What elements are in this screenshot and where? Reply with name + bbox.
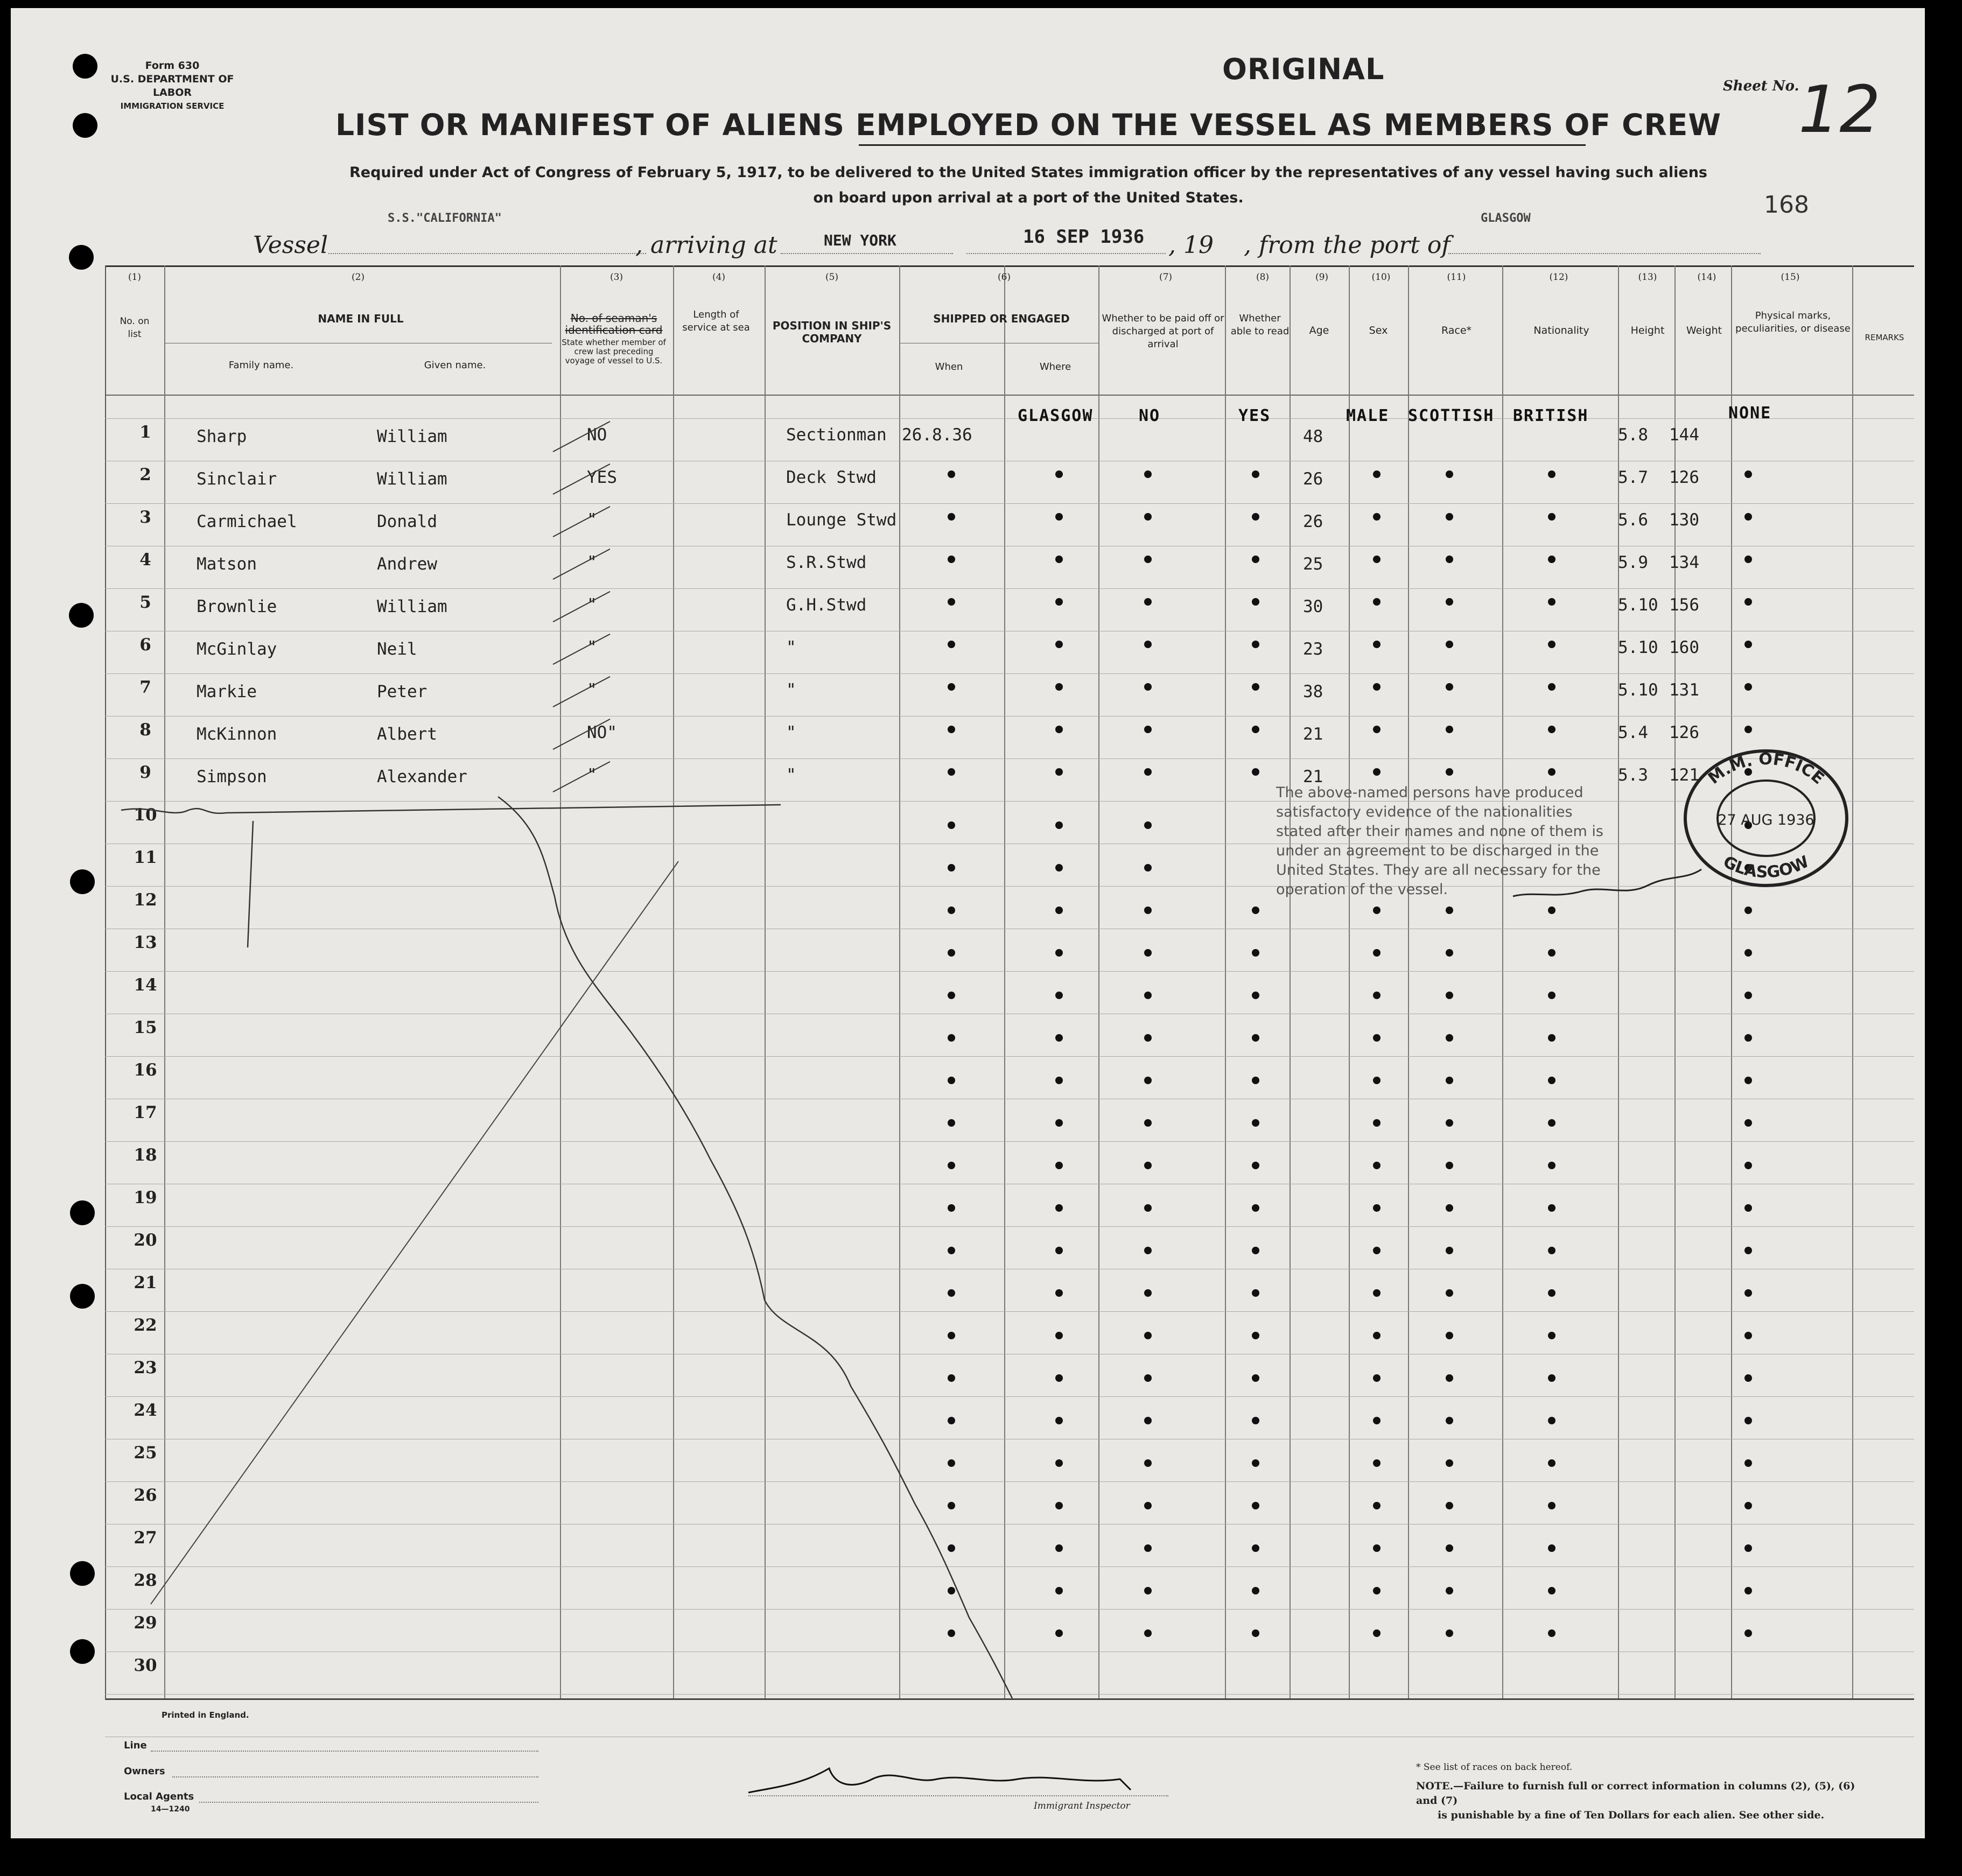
seamans-card: NO"	[587, 723, 617, 742]
row-number: 15	[134, 1018, 157, 1037]
age: 30	[1303, 597, 1323, 616]
given-name-header: Given name.	[424, 360, 486, 371]
age: 21	[1303, 725, 1323, 744]
fine-note-line-2: is punishable by a fine of Ten Dollars for each alien. See other side.	[1438, 1809, 1825, 1821]
row-number: 4	[139, 550, 151, 570]
given-name: William	[377, 427, 447, 446]
position: Sectionman	[786, 425, 887, 445]
family-name: Brownlie	[197, 597, 277, 616]
row-number: 22	[134, 1316, 157, 1335]
position: "	[786, 638, 796, 657]
weight: 156	[1669, 595, 1699, 615]
stamp-office: M.M. OFFICE	[1705, 749, 1828, 789]
row-number: 23	[134, 1358, 157, 1378]
column-number: (8)	[1256, 272, 1270, 283]
sheet-annotation: 168	[1764, 191, 1809, 219]
original-mark: ORIGINAL	[1222, 52, 1385, 86]
required-line-1: Required under Act of Congress of February 5, 1917, to be delivered to the United States immigration officer by the representatives of any vessel having such aliens	[349, 164, 1707, 181]
row-number: 18	[134, 1146, 157, 1165]
row-number: 6	[139, 635, 151, 655]
position: "	[786, 765, 796, 785]
form-code: 14—1240	[151, 1805, 190, 1814]
manifest-title: LIST OR MANIFEST OF ALIENS EMPLOYED ON THE VESSEL AS MEMBERS OF CREW	[335, 108, 1722, 142]
column-number: (12)	[1549, 272, 1568, 283]
inspector-initial-stroke	[1513, 869, 1701, 896]
stamp-paid-off: NO	[1139, 406, 1161, 425]
family-name: Markie	[197, 682, 257, 701]
manifest-sheet	[11, 8, 1925, 1838]
shipped-engaged-header: SHIPPED OR ENGAGED	[933, 312, 1070, 325]
stamp-able-to-read: YES	[1238, 406, 1271, 425]
local-agents-label: Local Agents	[124, 1791, 194, 1802]
sheet-number: 12	[1798, 73, 1881, 147]
when-header: When	[935, 361, 963, 373]
age: 26	[1303, 512, 1323, 531]
position: G.H.Stwd	[786, 595, 867, 615]
family-name: McGinlay	[197, 640, 277, 659]
signature-stroke	[748, 1768, 1131, 1793]
seamans-card: "	[587, 510, 597, 530]
inspector-note: The above-named persons have produced satisfactory evidence of the nationalities stated after their names and none of them is under an agreement to be discharged in the United States. They are all necessary for the operation of the vessel.	[1276, 784, 1603, 898]
family-name-header: Family name.	[228, 360, 294, 371]
stamp-nationality: BRITISH	[1513, 406, 1589, 425]
height: 5.8	[1618, 425, 1648, 445]
position-header: POSITION IN SHIP'S COMPANY	[772, 319, 892, 345]
age: 26	[1303, 469, 1323, 489]
able-to-read-header: Whether able to read	[1230, 313, 1290, 337]
column-number: (7)	[1159, 272, 1173, 283]
given-name: Andrew	[377, 554, 437, 574]
printed-in-england: Printed in England.	[162, 1710, 249, 1720]
seamans-card: "	[587, 680, 597, 700]
inspector-signature-line	[748, 1795, 1168, 1796]
row-number: 14	[134, 975, 157, 995]
column-number: (6)	[997, 272, 1011, 283]
column-number: (10)	[1371, 272, 1391, 283]
height: 5.10	[1618, 595, 1658, 615]
line-dotline	[151, 1751, 538, 1752]
height: 5.10	[1618, 638, 1658, 657]
family-column-stroke	[248, 821, 253, 947]
given-name: Donald	[377, 512, 437, 531]
family-name: McKinnon	[197, 725, 277, 744]
family-name: Carmichael	[197, 512, 297, 531]
row-number: 10	[134, 805, 157, 825]
family-name: Matson	[197, 554, 257, 574]
family-name: Sharp	[197, 427, 247, 446]
row-number: 16	[134, 1060, 157, 1080]
given-name: William	[377, 469, 447, 489]
given-name: Albert	[377, 725, 437, 744]
row-number: 17	[134, 1103, 157, 1122]
age: 38	[1303, 682, 1323, 701]
line-label: Line	[124, 1740, 147, 1751]
arriving-label: , arriving at	[635, 231, 777, 259]
fine-note-line-1: NOTE.—Failure to furnish full or correct information in columns (2), (5), (6) and (7)	[1416, 1780, 1855, 1807]
no-on-list-header: No. on list	[120, 316, 150, 340]
stamp-date: 27 AUG 1936	[1718, 812, 1814, 828]
row-number: 12	[134, 890, 157, 910]
year-label: , 19	[1168, 231, 1214, 259]
column-number: (13)	[1638, 272, 1657, 283]
given-name: William	[377, 597, 447, 616]
given-name: Alexander	[377, 767, 467, 786]
row-number: 9	[139, 763, 151, 782]
height: 5.4	[1618, 723, 1648, 742]
weight: 126	[1669, 723, 1699, 742]
weight: 126	[1669, 468, 1699, 487]
weight-header: Weight	[1686, 325, 1722, 336]
seamans-card: "	[587, 595, 597, 615]
row-number: 3	[139, 508, 151, 527]
weight: 121	[1669, 765, 1699, 785]
position: Lounge Stwd	[786, 510, 897, 530]
age: 23	[1303, 640, 1323, 659]
paid-off-header: Whether to be paid off or discharged at port of arrival	[1102, 313, 1224, 350]
vessel-name: S.S."CALIFORNIA"	[388, 212, 502, 225]
column-number: (9)	[1315, 272, 1329, 283]
column-number: (2)	[351, 272, 365, 283]
column-number: (1)	[128, 272, 142, 283]
row-number: 25	[134, 1443, 157, 1463]
seamans-card: NO	[587, 425, 607, 445]
length-of-service-header: Length of service at sea	[682, 309, 750, 333]
row-number: 1	[139, 423, 151, 442]
pen-strokes	[11, 8, 1925, 1838]
row-number: 21	[134, 1273, 157, 1292]
row-number: 2	[139, 465, 151, 484]
height: 5.10	[1618, 680, 1658, 700]
column-number: (5)	[825, 272, 839, 283]
weight: 131	[1669, 680, 1699, 700]
sheet-label: Sheet No.	[1723, 78, 1799, 94]
row-number: 5	[139, 593, 151, 612]
given-name: Neil	[377, 640, 417, 659]
height-header: Height	[1630, 325, 1665, 336]
race-header: Race*	[1441, 325, 1472, 336]
from-port-label: , from the port of	[1244, 231, 1451, 259]
weight: 144	[1669, 425, 1699, 445]
column-number: (4)	[712, 272, 726, 283]
row-number: 24	[134, 1401, 157, 1420]
nationality-header: Nationality	[1533, 325, 1589, 336]
seamans-card-note: State whether member of crew last preceding voyage of vessel to U.S.	[562, 338, 666, 366]
stamp-race: SCOTTISH	[1408, 406, 1495, 425]
where-header: Where	[1039, 361, 1071, 373]
position: S.R.Stwd	[786, 553, 867, 572]
height: 5.9	[1618, 553, 1648, 572]
fine-note	[1416, 1779, 1858, 1823]
column-number: (14)	[1697, 272, 1716, 283]
column-number: (3)	[609, 272, 623, 283]
department: U.S. DEPARTMENT OF LABOR	[110, 73, 234, 99]
form-number: Form 630	[145, 60, 200, 72]
row-number: 13	[134, 933, 157, 952]
seamans-card-label: No. of seaman's identification card	[565, 312, 663, 336]
position: "	[786, 680, 796, 700]
age-header: Age	[1309, 325, 1329, 336]
sex-header: Sex	[1369, 325, 1388, 336]
row-number: 8	[139, 720, 151, 740]
weight: 130	[1669, 510, 1699, 530]
age: 21	[1303, 767, 1323, 786]
seamans-card: "	[587, 638, 597, 657]
row-number: 28	[134, 1571, 157, 1590]
remarks-header: REMARKS	[1865, 333, 1904, 342]
stamp-sex: MALE	[1346, 406, 1390, 425]
race-note: * See list of races on back hereof.	[1416, 1762, 1573, 1773]
stamp-physical-marks: NONE	[1728, 404, 1772, 423]
from-port: GLASGOW	[1481, 212, 1531, 225]
row-number: 29	[134, 1613, 157, 1633]
family-name: Simpson	[197, 767, 267, 786]
row-number: 11	[134, 848, 157, 867]
owners-label: Owners	[124, 1766, 165, 1777]
column-number: (11)	[1447, 272, 1466, 283]
weight: 134	[1669, 553, 1699, 572]
position: "	[786, 723, 796, 742]
seamans-card: "	[587, 553, 597, 572]
physical-marks-header: Physical marks, peculiarities, or disease	[1735, 310, 1851, 334]
row-10-underline-stroke	[121, 805, 781, 813]
arriving-port: NEW YORK	[824, 231, 896, 249]
position: Deck Stwd	[786, 468, 877, 487]
family-name: Sinclair	[197, 469, 277, 489]
vessel-label: Vessel	[253, 231, 328, 259]
row-number: 7	[139, 678, 151, 697]
age: 25	[1303, 554, 1323, 574]
height: 5.7	[1618, 468, 1648, 487]
required-line-2: on board upon arrival at a port of the United States.	[813, 189, 1244, 206]
arrival-date: 16 SEP 1936	[1023, 226, 1145, 248]
owners-dotline	[172, 1776, 538, 1777]
cancel-diagonal-stroke	[151, 861, 678, 1604]
seamans-card: YES	[587, 468, 617, 487]
given-name: Peter	[377, 682, 428, 701]
immigrant-inspector-label: Immigrant Inspector	[1034, 1801, 1130, 1811]
height: 5.3	[1618, 765, 1648, 785]
row-number: 20	[134, 1231, 157, 1250]
seamans-card: "	[587, 765, 597, 785]
stamp-where: GLASGOW	[1018, 406, 1094, 425]
row-number: 27	[134, 1528, 157, 1548]
weight: 160	[1669, 638, 1699, 657]
row-number: 19	[134, 1188, 157, 1207]
row-number: 30	[134, 1656, 157, 1675]
column-number: (15)	[1781, 272, 1800, 283]
shipped-when: 26.8.36	[902, 425, 972, 445]
row-number: 26	[134, 1486, 157, 1505]
cancel-wave-stroke	[498, 797, 1012, 1698]
stamp-city: GLASGOW	[1720, 852, 1812, 882]
age: 48	[1303, 427, 1323, 446]
name-in-full-header: NAME IN FULL	[318, 312, 404, 325]
height: 5.6	[1618, 510, 1648, 530]
service: IMMIGRATION SERVICE	[120, 101, 225, 111]
local-agents-dotline	[199, 1802, 538, 1803]
